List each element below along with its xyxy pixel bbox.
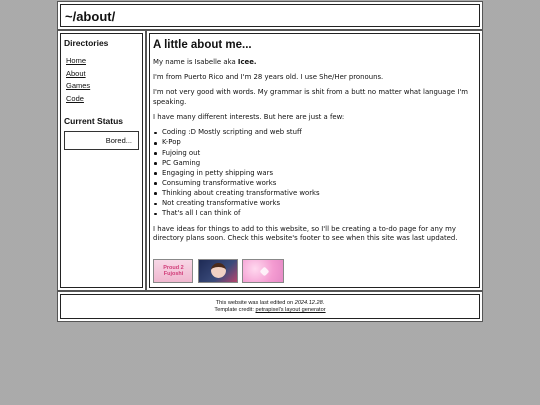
origin-paragraph: I'm from Puerto Rico and I'm 28 years old. I use She/Her pronouns.: [153, 73, 384, 82]
footer-panel: [60, 294, 480, 319]
last-edited-line: [61, 300, 479, 307]
words-paragraph: I'm not very good with words. My grammar is shit from a butt no matter what language I'm speaking.: [153, 88, 468, 106]
template-credit-label: Template credit:: [214, 307, 256, 313]
intro-text: My name is Isabelle aka: [153, 58, 238, 66]
last-edited-date: 2024.12.28: [294, 300, 323, 306]
about-heading: A little about me...: [153, 39, 252, 51]
anime-character-stamp[interactable]: [198, 259, 238, 283]
nav-link-home[interactable]: Home: [66, 56, 87, 65]
fujoshi-stamp-text: Proud 2 Fujoshi: [163, 265, 184, 277]
interest-item: That's all I can think of: [153, 209, 475, 219]
about-content: [153, 58, 475, 250]
current-status-heading: Current Status: [64, 116, 124, 126]
interest-item: PC Gaming: [153, 159, 475, 169]
nav-item-games: [66, 73, 91, 90]
interest-item: Not creating transformative works: [153, 199, 475, 209]
nav-item-home: [66, 48, 90, 65]
nav-link-games[interactable]: Games: [66, 81, 91, 90]
sparkle-icon: [260, 267, 270, 277]
interest-item: K-Pop: [153, 138, 475, 148]
interest-item: Fujoing out: [153, 149, 475, 159]
intro-name: Icee.: [237, 58, 257, 66]
directories-heading: Directories: [64, 38, 109, 48]
interests-intro: I have many different interests. But here are just a few:: [153, 113, 345, 122]
intro-paragraph: [153, 58, 475, 68]
fujoshi-stamp[interactable]: [153, 259, 193, 283]
interests-list: [153, 128, 475, 219]
interest-item: Engaging in petty shipping wars: [153, 169, 475, 179]
last-edited-period: .: [322, 300, 325, 306]
interest-item: Consuming transformative works: [153, 179, 475, 189]
sidebar-panel: [60, 33, 143, 288]
main-panel: [149, 33, 480, 288]
status-box: Bored...: [64, 131, 139, 150]
pink-sparkle-stamp[interactable]: [242, 259, 284, 283]
interest-item: Thinking about creating transformative works: [153, 189, 475, 199]
closing-paragraph: I have ideas for things to add to this website, so I'll be creating a to-do page for any my directory plans soon. Check this website's footer to see when this site was last updated.: [153, 224, 458, 243]
template-credit-link[interactable]: petrapixel's layout generator: [255, 307, 326, 313]
character-face-icon: [211, 263, 226, 278]
template-credit-line: [61, 307, 479, 314]
nav-link-code[interactable]: Code: [66, 93, 84, 103]
last-edited-label: This website was last edited on: [215, 300, 295, 306]
nav-item-about: [66, 61, 90, 78]
directory-nav: [66, 48, 91, 103]
interest-item: Coding :D Mostly scripting and web stuff: [153, 128, 475, 138]
page-title: ~/about/: [65, 9, 116, 24]
header-panel: [60, 4, 480, 27]
nav-link-about[interactable]: About: [66, 68, 86, 78]
